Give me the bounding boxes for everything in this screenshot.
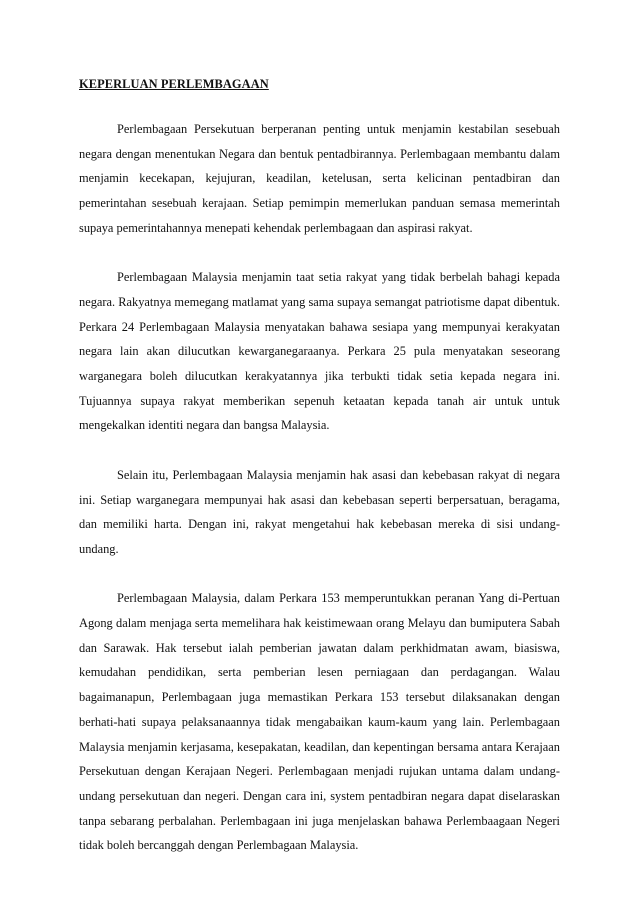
paragraph-spacer xyxy=(79,562,560,587)
paragraph-3: Selain itu, Perlembagaan Malaysia menjamin hak asasi dan kebebasan rakyat di negara ini. Setiap warganegara mempunyai hak asasi dan kebebasan seperti berpersatuan, beragama, dan memiliki harta. Dengan ini, rakyat mengetahui hak kebebasan mereka di sisi undang-undang. xyxy=(79,467,560,556)
paragraph-spacer xyxy=(79,438,560,463)
paragraph-2: Perlembagaan Malaysia menjamin taat setia rakyat yang tidak berbelah bahagi kepada negara. Rakyatnya memegang matlamat yang sama supaya semangat patriotisme dapat dibentuk. Perkara 24 Perlembagaan Malaysia menyatakan bahawa sesiapa yang mempunyai kerakyatan negara lain akan dilucutkan kewarganegaraanya. Perkara 25 pula menyatakan seseorang warganegara boleh dilucutkan kerakyatannya jika terbukti tidak setia kepada negara ini. Tujuannya supaya rakyat memberikan sepenuh ketaatan kepada tanah air untuk untuk mengekalkan identiti negara dan bangsa Malaysia. xyxy=(79,270,560,433)
paragraph-1: Perlembagaan Persekutuan berperanan penting untuk menjamin kestabilan sesebuah negara dengan menentukan Negara dan bentuk pentadbirannya. Perlembagaan membantu dalam menjamin kecekapan, kejujuran, keadilan, ketelusan, serta kelicinan pentadbiran dan pemerintahan sesebuah kerajaan. Setiap pemimpin memerlukan panduan semasa memerintah supaya pemerintahannya menepati kehendak perlembagaan dan aspirasi rakyat. xyxy=(79,122,560,235)
paragraph-4: Perlembagaan Malaysia, dalam Perkara 153 memperuntukkan peranan Yang di-Pertuan Agong dalam menjaga serta memelihara hak keistimewaan orang Melayu dan bumiputera Sabah dan Sarawak. Hak tersebut ialah pemberian jawatan dalam perkhidmatan awam, biasiswa, kemudahan pendidikan, serta pemberian lesen perniagaan dan perdagangan. Walau bagaimanapun, Perlembagaan juga memastikan Perkara 153 tersebut dilaksanakan dengan berhati-hati supaya pelaksanaannya tidak mengabaikan kaum-kaum yang lain. Perlembagaan Malaysia menjamin kerjasama, kesepakatan, keadilan, dan kepentingan bersama antara Kerajaan Persekutuan dengan Kerajaan Negeri. Perlembagaan menjadi rujukan untama dalam undang-undang persekutuan dan negeri. Dengan cara ini, system pentadbiran negara dapat diselaraskan tanpa sebarang perbalahan. Perlembagaan ini juga menjelaskan bahawa Perlembaagaan Negeri tidak boleh bercanggah dengan Perlembagaan Malaysia. xyxy=(79,591,560,853)
document-content xyxy=(79,75,560,858)
paragraph-spacer xyxy=(79,241,560,266)
document-heading: KEPERLUAN PERLEMBAGAAN xyxy=(79,77,269,91)
